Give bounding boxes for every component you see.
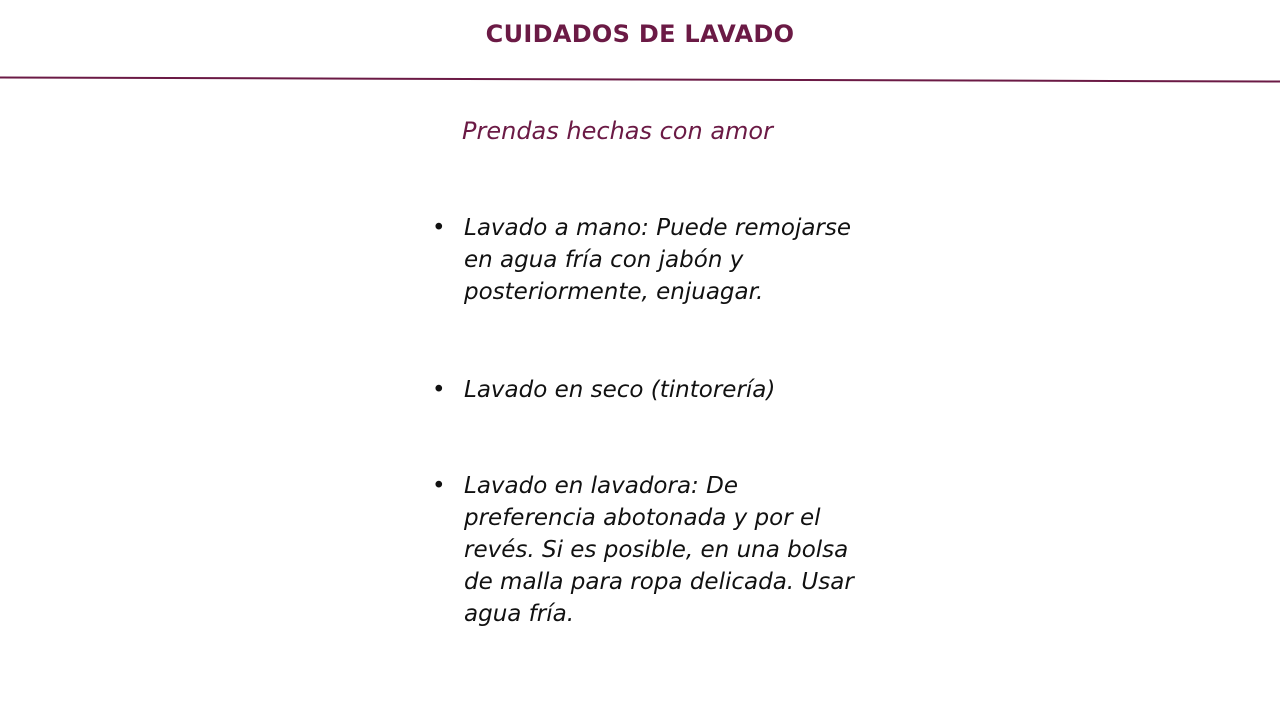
bullet-dry-clean: • Lavado en seco (tintorería) — [432, 374, 872, 406]
bullet-machine-wash: • Lavado en lavadora: De preferencia abotonada y por el revés. Si es posible, en una bolsa de malla para ropa delicada. Usar agua fría. — [432, 470, 872, 630]
care-instructions-list — [432, 212, 872, 630]
slide-title: CUIDADOS DE LAVADO — [485, 20, 795, 48]
bullet-hand-wash: • Lavado a mano: Puede remojarse en agua fría con jabón y posteriormente, enjuagar. — [432, 212, 872, 308]
slide-subtitle: Prendas hechas con amor — [462, 117, 773, 145]
title-divider — [0, 76, 1280, 84]
divider-line — [0, 78, 1280, 82]
